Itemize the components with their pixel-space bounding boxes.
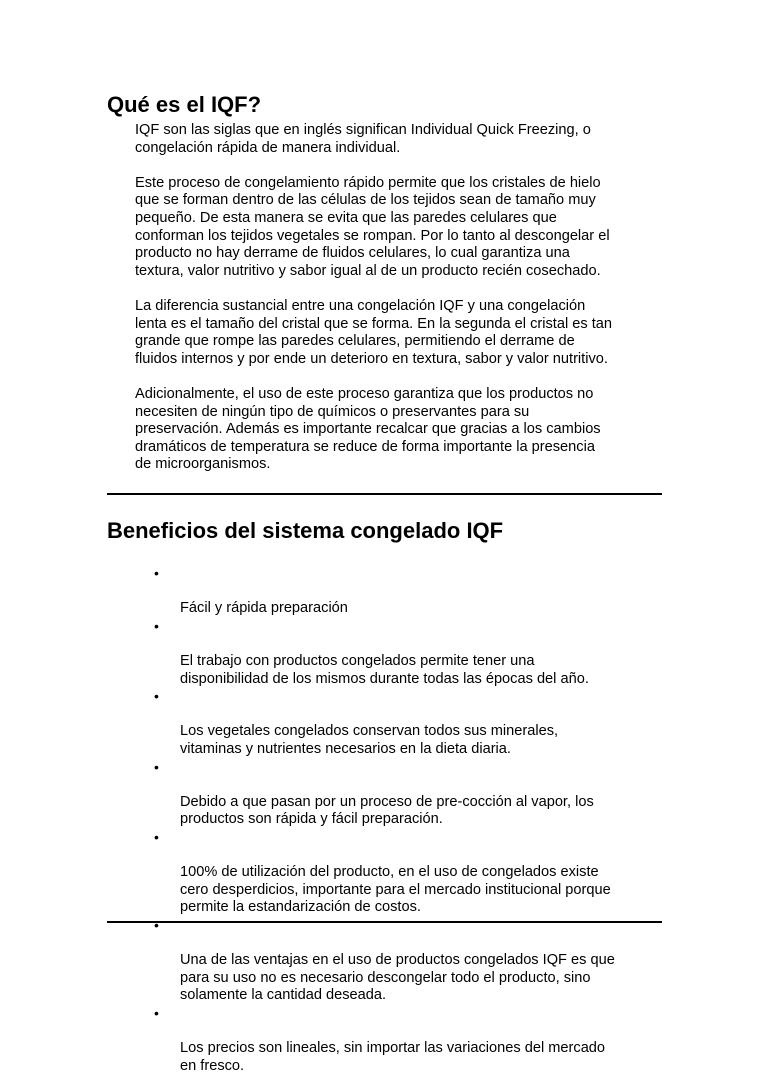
list-item	[152, 565, 652, 618]
list-item	[152, 618, 652, 688]
paragraph: La diferencia sustancial entre una congelación IQF y una congelación lenta es el tamaño del cristal que se forma. En la segunda el cristal es tan grande que rompe las paredes celulares, permitiendo el derrame de fluidos internos y por ende un deterioro en textura, sabor y valor nutritivo.	[135, 297, 612, 367]
list-item	[152, 759, 652, 829]
bullet-icon: •	[154, 565, 159, 581]
section-body-que-es-iqf	[135, 122, 665, 474]
list-item-text: Una de las ventajas en el uso de productos congelados IQF es que para su uso no es necesario descongelar todo el producto, sino solamente la cantidad deseada.	[180, 952, 615, 1004]
section-title-que-es-iqf: Qué es el IQF?	[107, 92, 262, 117]
list-item-text: Los precios son lineales, sin importar las variaciones del mercado en fresco.	[180, 1040, 606, 1074]
horizontal-rule	[107, 921, 662, 923]
list-item	[152, 917, 652, 1005]
bullet-icon: •	[154, 688, 159, 705]
benefits-list	[152, 565, 652, 1075]
bullet-icon: •	[154, 1004, 159, 1021]
horizontal-rule	[107, 493, 662, 495]
list-item	[152, 688, 652, 758]
paragraph: Adicionalmente, el uso de este proceso garantiza que los productos no necesiten de ningún tipo de químicos o preservantes para su preservación. Además es importante recalcar que gracias a los cambios dramáticos de temperatura se reduce de forma importante la presencia de microorganismos.	[135, 385, 601, 473]
list-item-text: Los vegetales congelados conservan todos sus minerales, vitaminas y nutrientes necesarios en la dieta diaria.	[180, 723, 559, 757]
list-item-text: Fácil y rápida preparación	[180, 600, 348, 617]
bullet-icon: •	[154, 758, 159, 775]
list-item	[152, 1005, 652, 1075]
list-item	[152, 829, 652, 917]
list-item-text: Debido a que pasan por un proceso de pre-cocción al vapor, los productos son rápida y fácil preparación.	[180, 793, 594, 828]
bullet-icon: •	[154, 617, 159, 634]
section-title-beneficios: Beneficios del sistema congelado IQF	[107, 518, 504, 543]
bullet-icon: •	[154, 916, 159, 933]
list-item-text: 100% de utilización del producto, en el uso de congelados existe cero desperdicios, importante para el mercado institucional porque permite la estandarización de costos.	[180, 864, 611, 916]
paragraph: Este proceso de congelamiento rápido permite que los cristales de hielo que se forman dentro de las células de los tejidos sean de tamaño muy pequeño. De esta manera se evita que las paredes celulares que conforman los tejidos vegetales se rompan. Por lo tanto al descongelar el producto no hay derrame de fluidos celulares, lo cual garantiza una textura, valor nutritivo y sabor igual al de un producto recién cosechado.	[135, 174, 610, 279]
bullet-icon: •	[154, 828, 159, 845]
list-item-text: El trabajo con productos congelados permite tener una disponibilidad de los mismos durante todas las épocas del año.	[180, 652, 589, 687]
paragraph: IQF son las siglas que en inglés significan Individual Quick Freezing, o congelación rápida de manera individual.	[135, 122, 591, 156]
